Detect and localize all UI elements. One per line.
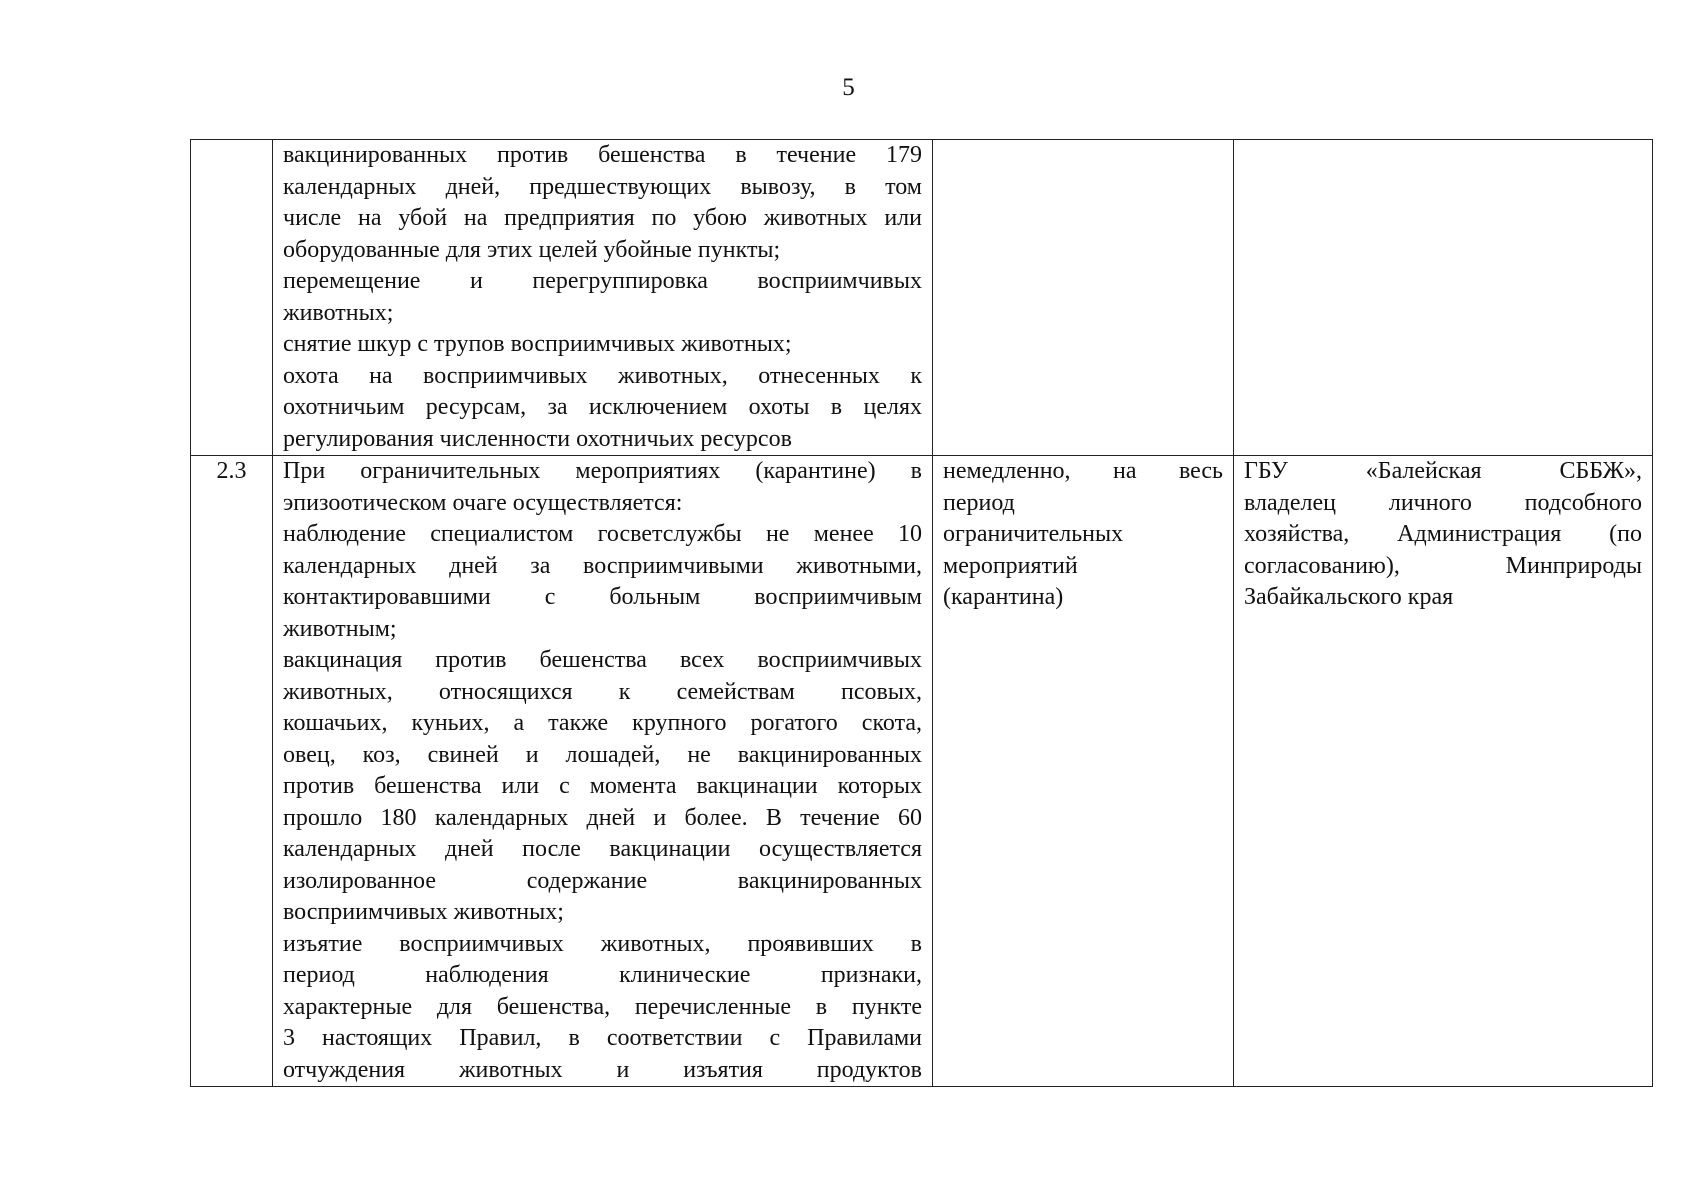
- text-line: мероприятий: [943, 552, 1078, 579]
- measures-cell: [273, 456, 933, 1087]
- executors-cell: [1234, 140, 1653, 456]
- text-line: отчуждения животных и изъятия продуктов: [283, 1056, 922, 1083]
- text-line: характерные для бешенства, перечисленные в пункте: [283, 993, 922, 1020]
- text-line: животным;: [283, 615, 397, 642]
- row-number-cell: 2.3: [191, 456, 273, 1087]
- text-line: хозяйства, Администрация (по: [1244, 521, 1642, 547]
- text-line: Забайкальского края: [1244, 584, 1454, 610]
- text-line: перемещение и перегруппировка восприимчивых: [283, 268, 922, 294]
- text-line: согласованию), Минприроды: [1244, 552, 1642, 579]
- text-line: ГБУ «Балейская СББЖ»,: [1244, 458, 1642, 484]
- table-row: [191, 140, 1653, 456]
- text-line: немедленно, на весь: [943, 458, 1223, 484]
- executors-cell: [1234, 456, 1653, 1087]
- text-line: календарных дней, предшествующих вывозу, в том: [283, 173, 922, 200]
- text-line: эпизоотическом очаге осуществляется:: [283, 489, 683, 516]
- text-line: снятие шкур с трупов восприимчивых животных;: [283, 331, 792, 357]
- text-line: владелец личного подсобного: [1244, 489, 1642, 516]
- text-line: кошачьих, куньих, а также крупного рогатого скота,: [283, 710, 922, 736]
- text-line: календарных дней за восприимчивыми животными,: [283, 552, 922, 579]
- text-line: животных, относящихся к семействам псовых,: [283, 678, 922, 705]
- text-line: овец, коз, свиней и лошадей, не вакцинированных: [283, 741, 922, 768]
- text-line: 3 настоящих Правил, в соответствии с Правилами: [283, 1025, 922, 1051]
- text-line: При ограничительных мероприятиях (карантине) в: [283, 458, 922, 484]
- text-line: период: [943, 489, 1015, 516]
- page-number: 5: [842, 74, 855, 101]
- text-line: прошло 180 календарных дней и более. В течение 60: [283, 804, 922, 831]
- text-line: наблюдение специалистом госветслужбы не менее 10: [283, 521, 922, 547]
- text-line: вакцинация против бешенства всех восприимчивых: [283, 647, 922, 673]
- table-row: [191, 456, 1653, 1087]
- text-line: против бешенства или с момента вакцинации которых: [283, 773, 922, 799]
- text-line: ограничительных: [943, 521, 1124, 547]
- text-line: числе на убой на предприятия по убою животных или: [283, 205, 922, 231]
- measures-table: [190, 139, 1653, 1087]
- text-line: период наблюдения клинические признаки,: [283, 962, 922, 988]
- text-line: календарных дней после вакцинации осуществляется: [283, 836, 922, 862]
- text-line: контактировавшими с больным восприимчивым: [283, 584, 922, 610]
- text-line: охотничьим ресурсам, за исключением охоты в целях: [283, 394, 922, 420]
- text-line: регулирования численности охотничьих ресурсов: [283, 425, 792, 452]
- text-line: изолированное содержание вакцинированных: [283, 867, 922, 894]
- text-line: восприимчивых животных;: [283, 899, 564, 925]
- text-line: оборудованные для этих целей убойные пункты;: [283, 236, 781, 263]
- text-line: животных;: [283, 299, 394, 326]
- text-line: охота на восприимчивых животных, отнесенных к: [283, 362, 922, 389]
- period-cell: [933, 456, 1234, 1087]
- period-cell: [933, 140, 1234, 456]
- measures-cell: [273, 140, 933, 456]
- row-number-cell: [191, 140, 273, 456]
- text-line: вакцинированных против бешенства в течение 179: [283, 142, 922, 168]
- text-line: изъятие восприимчивых животных, проявивших в: [283, 930, 922, 957]
- text-line: (карантина): [943, 584, 1064, 610]
